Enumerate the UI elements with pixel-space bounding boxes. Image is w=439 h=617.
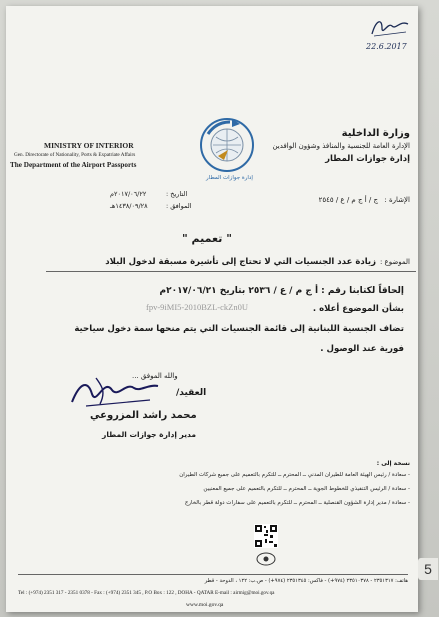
ar-department: إدارة جوازات المطار — [325, 154, 410, 164]
para1-line1: إلحاقاً لكتابنا رقم : أ ج م / ع / ٢٥٣٦ بتاريخ ٢٠١٧/٠٦/٢١م — [159, 286, 404, 296]
ref-value: ج / أ ج م / ع / ٢٥٤٥ — [318, 196, 378, 204]
en-ministry: MINISTRY OF INTERIOR — [44, 141, 134, 150]
airport-passports-logo — [196, 116, 258, 178]
rank: العقيد/ — [176, 388, 207, 398]
subject-label: الموضوع : — [379, 258, 410, 266]
en-general-directorate: Gen. Directorate of Nationality, Ports & Expatriate Affairs — [14, 152, 136, 158]
signatory-name: محمد راشد المزروعي — [90, 410, 197, 421]
footer-en-contact: Tel : (+974) 2351 317 - 2351 0378 - Fax : (+974) 2351 345 , P.O Box : 122 , DOHA - QATAR E-mail : airmig@moi.gov.qa — [18, 590, 275, 596]
qr-code — [254, 524, 278, 548]
subject-text: زيادة عدد الجنسيات التي لا تحتاج إلى تأشيرة مسبقة لدخول البلاد — [105, 257, 376, 267]
date-label: التاريخ : — [166, 190, 188, 198]
document-page — [6, 6, 418, 612]
copies-row: - سعادة / رئيس الهيئة العامة للطيران المدني ــ المحترم ــ للتكرم بالتعميم على جميع شركات الطيران — [179, 472, 410, 478]
copies-row: - سعادة / الرئيس التنفيذي للخطوط الجوية ــ المحترم ــ للتكرم بالتعميم على جميع المعنيين — [203, 486, 410, 492]
logo-caption: إدارة جوازات المطار — [206, 175, 253, 181]
footer-divider — [18, 574, 408, 575]
corresponding-value: ١٤٣٨/٠٩/٢٨هـ — [110, 202, 148, 210]
date-value: ٢٠١٧/٠٦/٢٢م — [110, 190, 147, 198]
signatory-title: مدير إدارة جوازات المطار — [102, 430, 196, 439]
para2-line2: فورية عند الوصول . — [320, 344, 404, 354]
para2-line1: تضاف الجنسية اللبنانية إلى قائمة الجنسيات التي يتم منحها سمة دخول سياحية — [74, 324, 404, 334]
watermark-code: fpv-9iMI5-2010BZL-ckZn0U — [146, 302, 248, 312]
corresponding-label: الموافق : — [166, 202, 192, 210]
ar-ministry: وزارة الداخلية — [341, 128, 410, 139]
footer-website: www.moi.gov.qa — [186, 602, 224, 608]
circular-title: " تعميم " — [182, 232, 232, 245]
copies-row: - سعادة / مدير إدارة الشؤون القنصلية ــ المحترم ــ للتكرم بالتعميم على سفارات دولة قطر بالخارج — [184, 500, 410, 506]
ministry-emblem — [256, 552, 276, 566]
copies-list — [90, 472, 410, 526]
subject-underline — [46, 271, 416, 272]
handwritten-signature-top — [368, 16, 414, 40]
footer-ar-contact: هاتف: ٢٣٥١٣١٧ - ٢٣٥١٠٣٧٨ (٩٧٤+) - فاكس: ٢٣٥١٣٤٥ (٩٧٤+) - ص.ب: ١٢٢ ، الدوحة - قطر — [204, 578, 408, 584]
en-department: The Department of the Airport Passports — [10, 161, 137, 169]
para1-line2: بشأن الموضوع أعلاه . — [312, 304, 404, 314]
ref-label: الإشارة : — [384, 196, 410, 204]
closing-text: والله الموفق ... — [132, 372, 178, 380]
page-number-badge: 5 — [418, 558, 438, 580]
ar-general-directorate: الإدارة العامة للجنسية والمنافذ وشؤون الوافدين — [272, 142, 410, 150]
handwritten-date: 22.6.2017 — [366, 42, 407, 51]
copies-label: نسخة إلى : — [376, 460, 410, 467]
handwritten-signature-main — [66, 372, 162, 412]
